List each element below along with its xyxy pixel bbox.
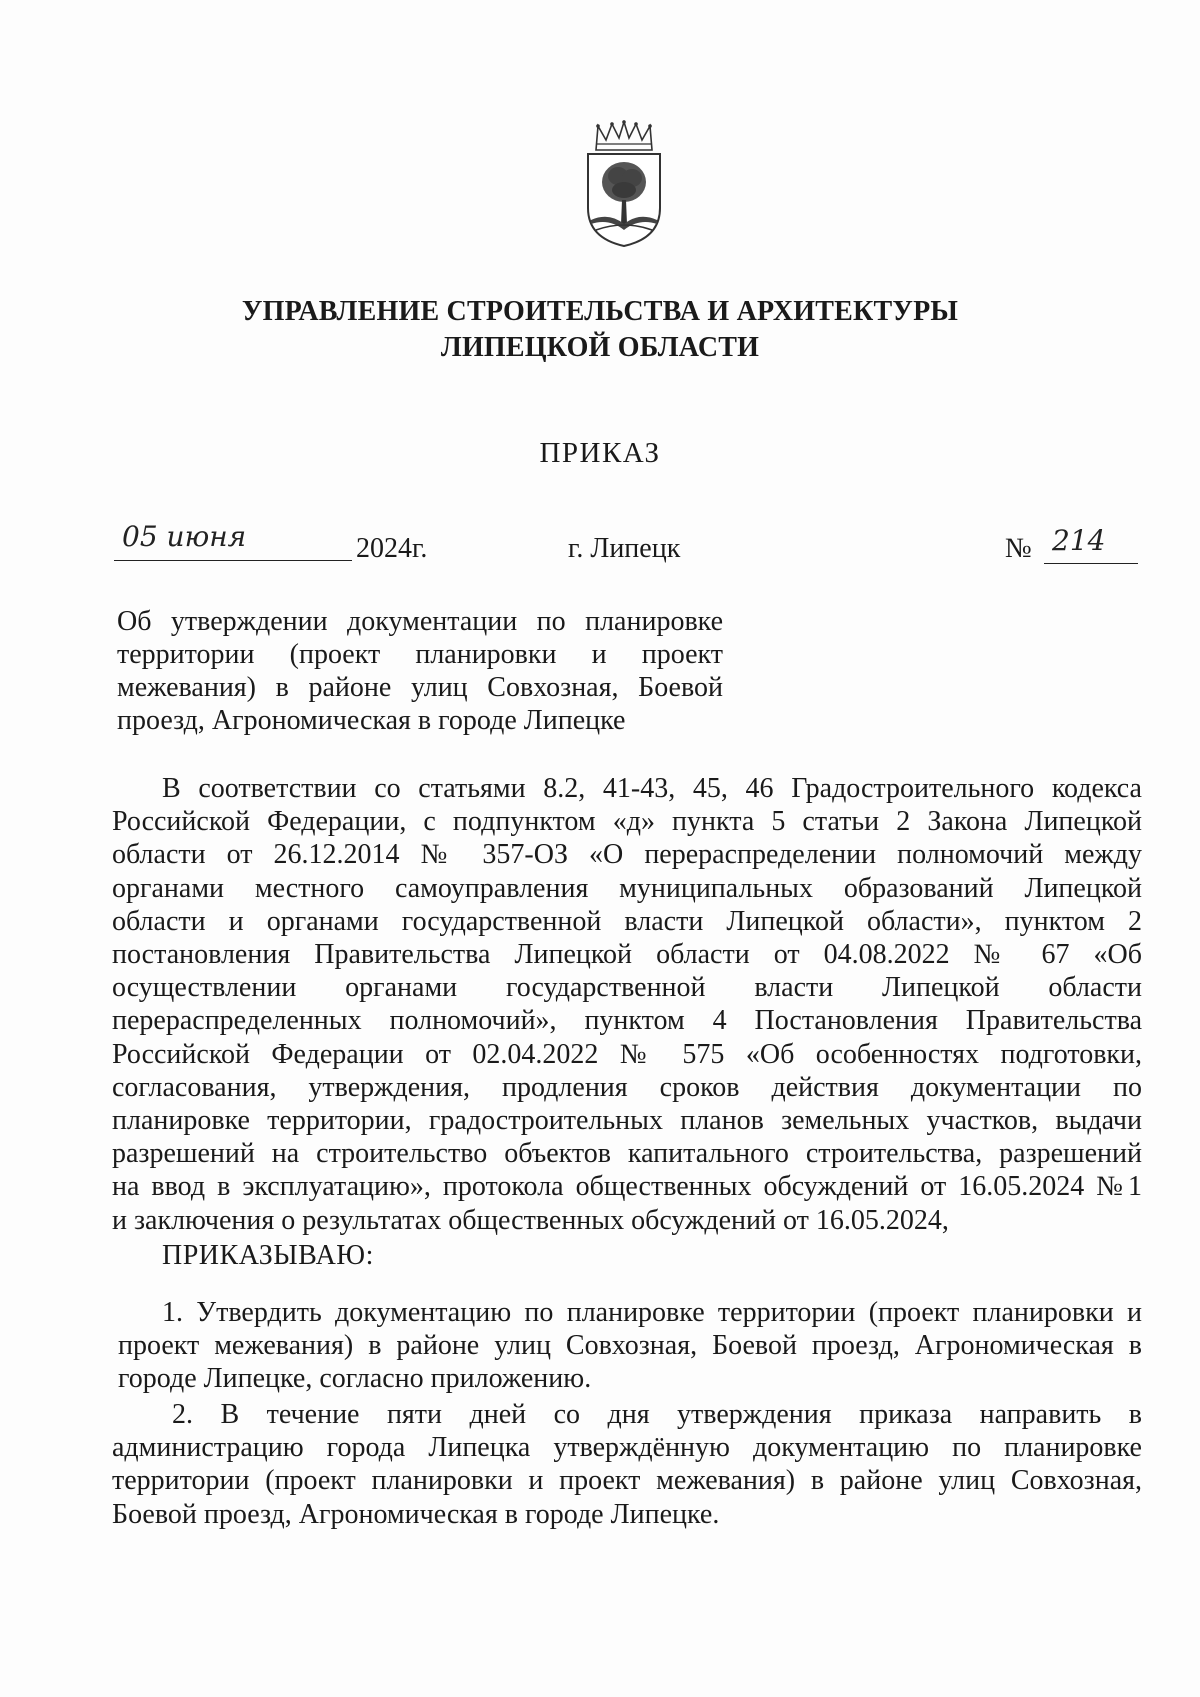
preamble-line: Российской Федерации, с подпунктом «д» пункта 5 статьи 2 Закона Липецкой	[112, 806, 1142, 838]
preamble-line: согласования, утверждения, продления сроков действия документации по	[112, 1071, 1142, 1103]
organization-name-line2: ЛИПЕЦКОЙ ОБЛАСТИ	[440, 332, 760, 363]
orders-label: ПРИКАЗЫВАЮ:	[162, 1240, 374, 1271]
preamble-line: осуществлении органами государственной власти Липецкой области	[112, 972, 1142, 1004]
preamble-line: разрешений на строительство объектов капитального строительства, разрешений	[112, 1138, 1142, 1170]
document-type-title: ПРИКАЗ	[539, 437, 661, 469]
preamble-line: на ввод в эксплуатацию», протокола общественных обсуждений от 16.05.2024 №1	[112, 1171, 1142, 1203]
preamble-line: планировке территории, градостроительных планов земельных участков, выдачи	[112, 1105, 1142, 1137]
preamble-line: В соответствии со статьями 8.2, 41-43, 45, 46 Градостроительного кодекса	[162, 773, 1142, 804]
preamble-line: перераспределенных полномочий», пунктом 4 Постановления Правительства	[112, 1005, 1142, 1037]
item-line: 1. Утвердить документацию по планировке территории (проект планировки и	[162, 1297, 1142, 1328]
preamble-line: области от 26.12.2014 № 357-ОЗ «О перераспределении полномочий между	[112, 839, 1142, 871]
preamble-line: Российской Федерации от 02.04.2022 № 575 «Об особенностях подготовки,	[112, 1038, 1142, 1070]
handwritten-number: 214	[1052, 524, 1106, 557]
item-line: территории (проект планировки и проект межевания) в районе улиц Совхозная,	[112, 1465, 1142, 1497]
item-line: администрацию города Липецка утверждённую документацию по планировке	[112, 1432, 1142, 1464]
document-subject	[117, 605, 723, 737]
item-line: проект межевания) в районе улиц Совхозная, Боевой проезд, Агрономическая в	[118, 1330, 1142, 1362]
preamble-line: постановления Правительства Липецкой области от 04.08.2022 № 67 «Об	[112, 939, 1142, 971]
preamble-line: и заключения о результатах общественных обсуждений от 16.05.2024,	[112, 1204, 949, 1236]
coat-of-arms-emblem	[574, 120, 674, 250]
organization-name-line1: УПРАВЛЕНИЕ СТРОИТЕЛЬСТВА И АРХИТЕКТУРЫ	[241, 296, 959, 327]
document-city: г. Липецк	[568, 533, 681, 564]
item-line: 2. В течение пяти дней со дня утверждения приказа направить в	[172, 1399, 1142, 1430]
item-line: Боевой проезд, Агрономическая в городе Липецке.	[112, 1498, 720, 1530]
subject-line: Об утверждении документации по планировке	[117, 606, 723, 637]
number-underline	[1044, 563, 1138, 564]
preamble-line: органами местного самоуправления муниципальных образований Липецкой	[112, 872, 1142, 904]
subject-line: межевания) в районе улиц Совхозная, Боевой	[117, 672, 723, 703]
subject-line: проезд, Агрономическая в городе Липецке	[117, 705, 626, 736]
order-item-1	[118, 1296, 1142, 1396]
subject-line: территории (проект планировки и проект	[117, 639, 723, 670]
preamble-paragraph	[112, 772, 1142, 1237]
handwritten-date: 05 июня	[122, 520, 247, 553]
order-item-2	[112, 1398, 1142, 1531]
preamble-line: области и органами государственной власти Липецкой области», пунктом 2	[112, 905, 1142, 937]
date-underline	[114, 560, 352, 561]
number-label: №	[1005, 533, 1032, 564]
document-year: 2024г.	[356, 533, 428, 564]
item-line: городе Липецке, согласно приложению.	[118, 1363, 592, 1395]
